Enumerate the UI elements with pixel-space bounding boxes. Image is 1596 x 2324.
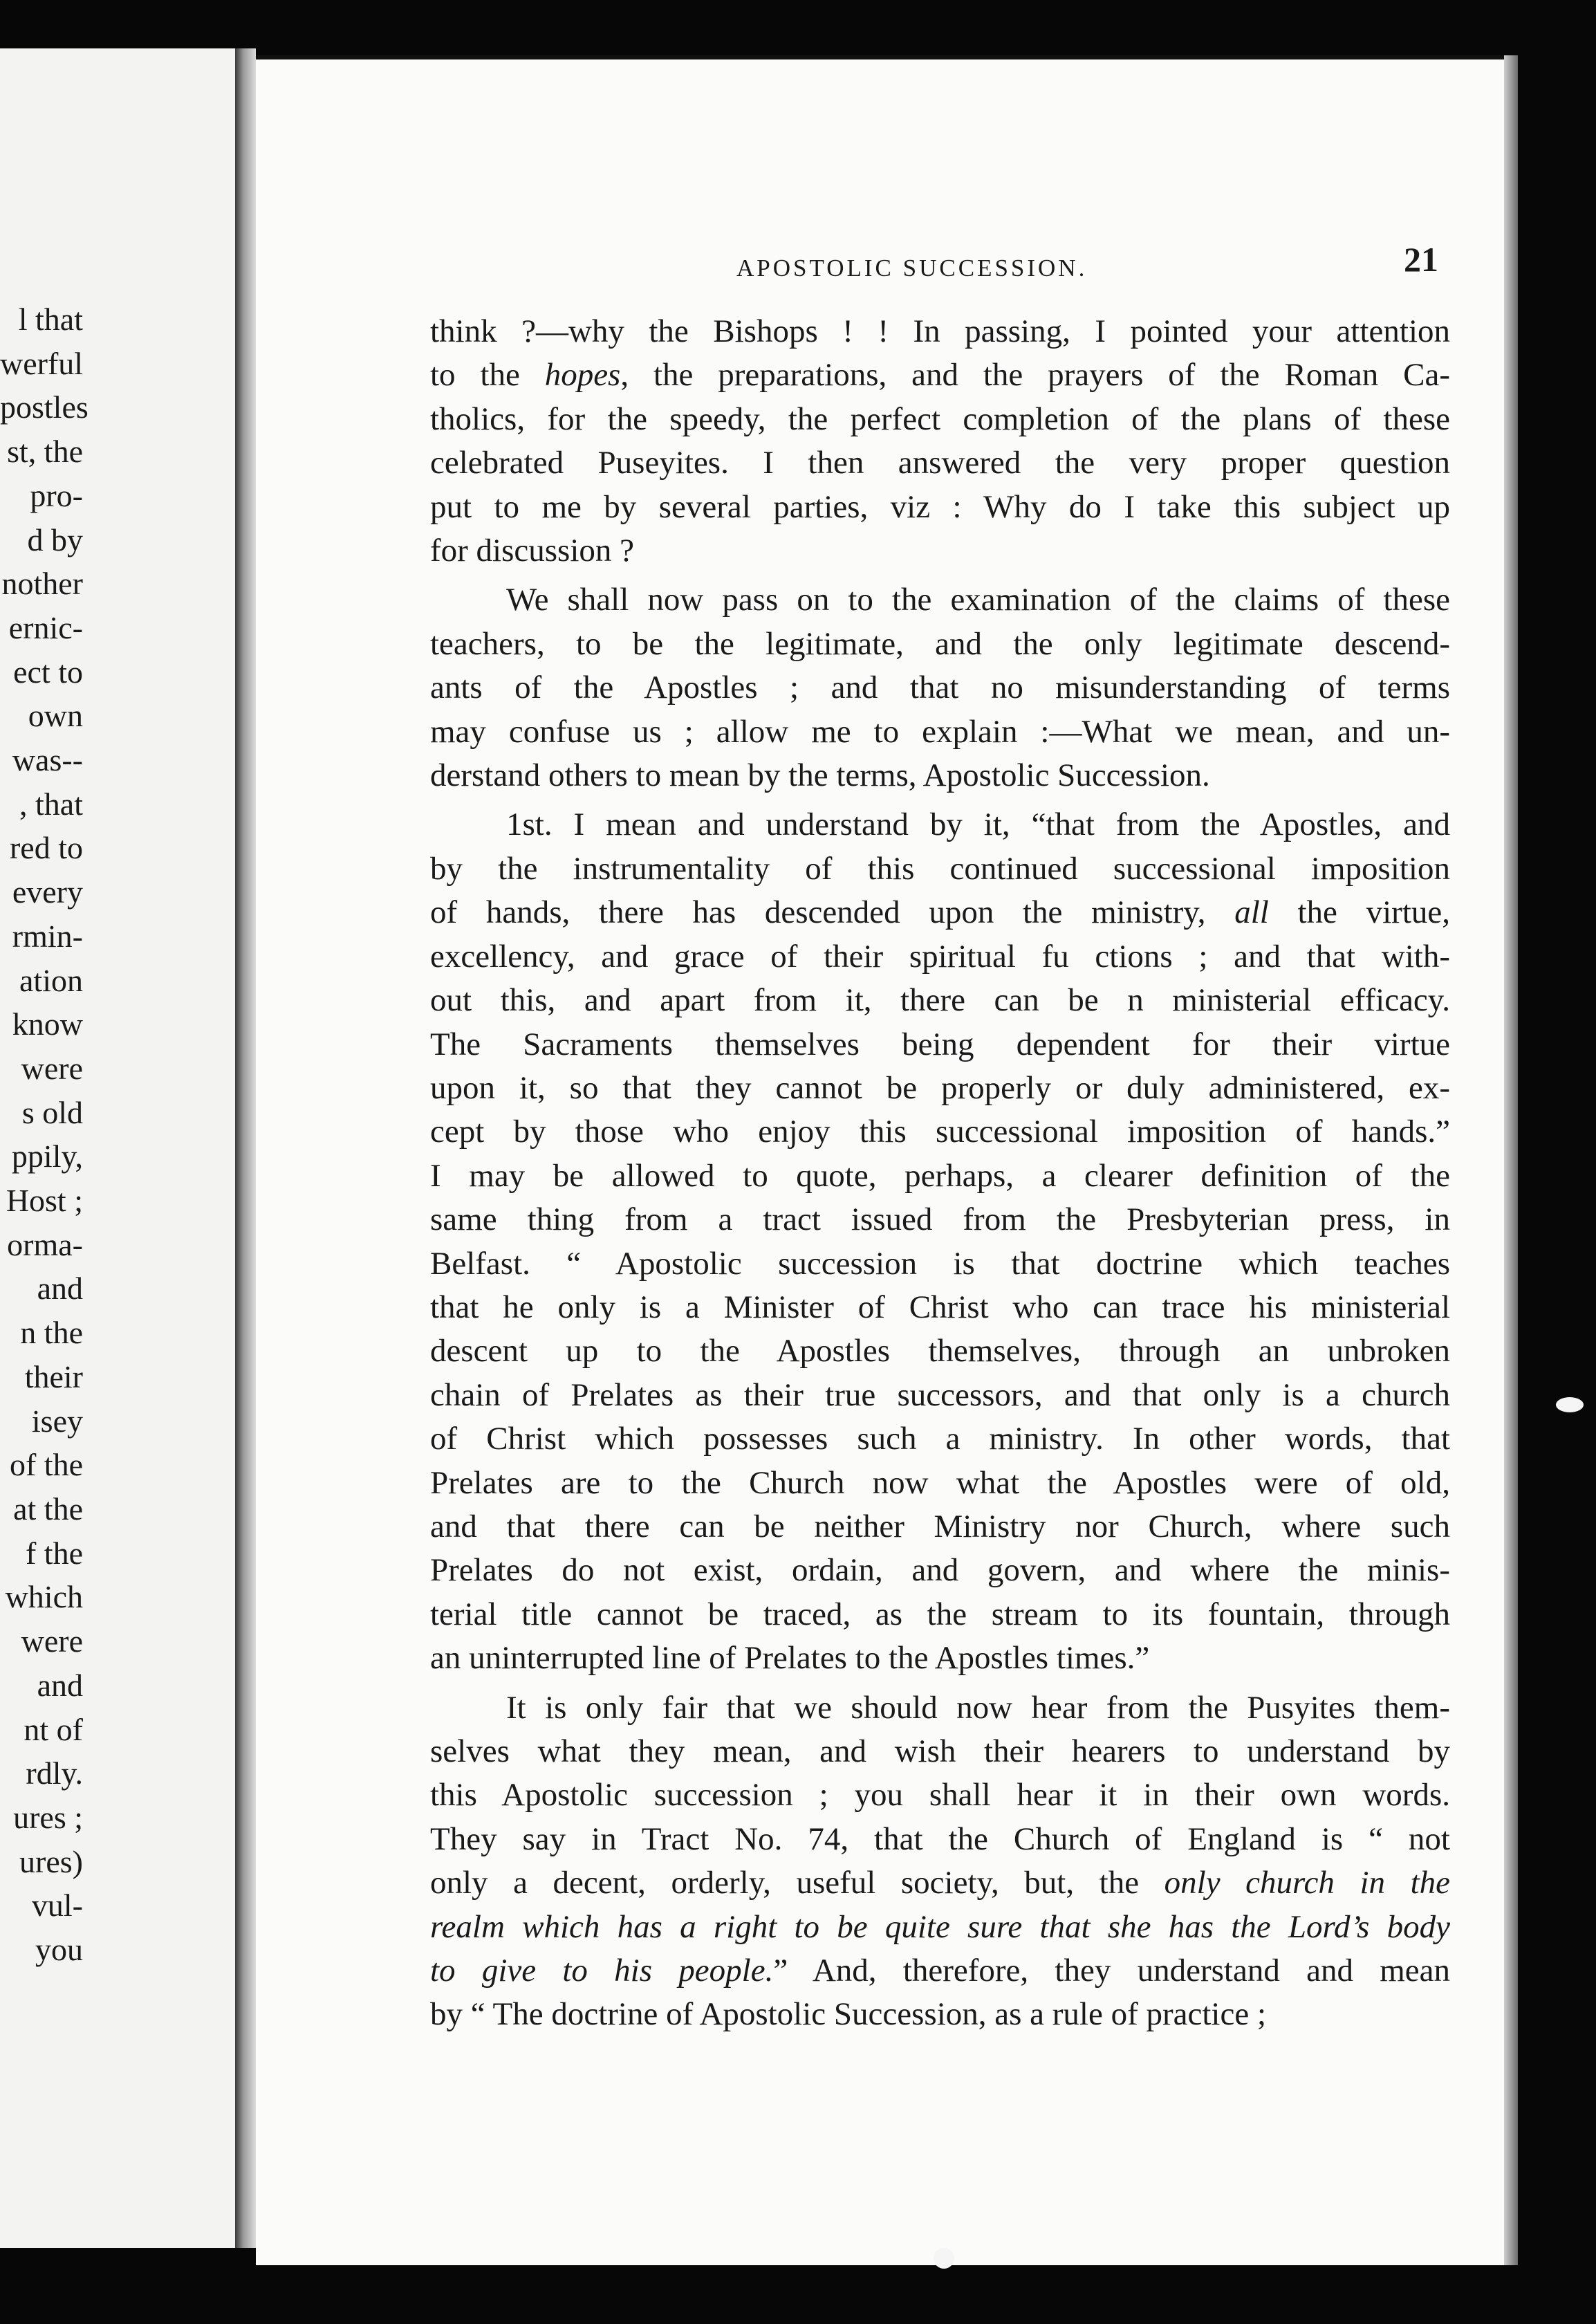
text-line: this Apostolic succession ; you shall hear it in their own words. <box>430 1777 1450 1814</box>
facing-page-fragment: rmin- <box>12 918 83 954</box>
facing-page-fragment: ect to <box>13 654 83 690</box>
text-line: that he only is a Minister of Christ who can trace his ministerial <box>430 1289 1450 1325</box>
text-line: descent up to the Apostles themselves, through an unbroken <box>430 1333 1450 1370</box>
facing-page-fragment: was-- <box>12 742 83 778</box>
text-line: same thing from a tract issued from the Presbyterian press, in <box>430 1201 1450 1238</box>
text-line: put to me by several parties, viz : Why do I take this subject up <box>430 488 1450 525</box>
text-line: I may be allowed to quote, perhaps, a clearer definition of the <box>430 1157 1450 1194</box>
scan-speck <box>934 2248 954 2269</box>
text-line: only a decent, orderly, useful society, but, the only church in the <box>430 1865 1450 1901</box>
facing-page-fragment: l that <box>18 302 83 337</box>
text-line: by the instrumentality of this continued successional imposition <box>430 850 1450 887</box>
page-edge-shadow <box>1504 55 1518 2265</box>
facing-page-fragment: know <box>12 1006 83 1042</box>
facing-page-fragment: which <box>5 1579 83 1615</box>
page-body-text <box>430 310 1450 2037</box>
facing-page-fragment: were <box>21 1623 83 1659</box>
facing-page-fragment: of the <box>9 1447 83 1483</box>
facing-page-fragment: rdly. <box>26 1755 83 1791</box>
text-line: for discussion ? <box>430 533 635 569</box>
facing-page-fragment: Host ; <box>6 1183 83 1219</box>
text-line: out this, and apart from it, there can be n ministerial efficacy. <box>430 982 1450 1019</box>
text-line: think ?—why the Bishops ! ! In passing, I pointed your attention <box>430 313 1450 349</box>
text-line: We shall now pass on to the examination of the claims of these <box>506 582 1450 618</box>
facing-page-fragment: their <box>24 1358 83 1394</box>
facing-page-fragment: and <box>37 1271 83 1307</box>
text-line: tholics, for the speedy, the perfect completion of the plans of these <box>430 400 1450 437</box>
text-line: derstand others to mean by the terms, Apostolic Succession. <box>430 757 1210 794</box>
facing-page-fragment: pro- <box>30 477 83 513</box>
facing-page-text-fragments <box>0 297 89 1972</box>
text-line: of Christ which possesses such a ministry. In other words, that <box>430 1421 1450 1457</box>
page-number: 21 <box>1404 240 1438 279</box>
text-line: Prelates are to the Church now what the Apostles were of old, <box>430 1464 1450 1501</box>
facing-page-fragment: postles <box>0 389 89 425</box>
facing-page-fragment: nt of <box>24 1711 83 1747</box>
facing-page-fragment: and <box>37 1667 83 1703</box>
paragraph <box>430 1686 1450 2037</box>
facing-page-fragment: n the <box>20 1315 83 1351</box>
paragraph <box>430 578 1450 797</box>
facing-page-fragment: vul- <box>31 1888 83 1924</box>
facing-page-fragment: ppily, <box>11 1138 83 1174</box>
text-line: teachers, to be the legitimate, and the only legitimate descend- <box>430 625 1450 662</box>
facing-page-fragment: , that <box>19 786 83 822</box>
text-line: Prelates do not exist, ordain, and govern, and where the minis- <box>430 1552 1450 1589</box>
facing-page-fragment: at the <box>13 1491 83 1527</box>
text-line: an uninterrupted line of Prelates to the Apostles times.” <box>430 1640 1150 1677</box>
text-line: may confuse us ; allow me to explain :—What we mean, and un- <box>430 713 1450 750</box>
book-gutter <box>235 48 256 2248</box>
text-line: ants of the Apostles ; and that no misunderstanding of terms <box>430 670 1450 706</box>
text-line: selves what they mean, and wish their hearers to understand by <box>430 1733 1450 1769</box>
facing-page-fragment: ures ; <box>13 1799 83 1835</box>
facing-page-fragment: ures) <box>19 1843 83 1879</box>
text-line: chain of Prelates as their true successors, and that only is a church <box>430 1376 1450 1413</box>
text-line: to give to his people.” And, therefore, they understand and mean <box>430 1953 1450 1989</box>
text-line: celebrated Puseyites. I then answered the very proper question <box>430 445 1450 481</box>
facing-page-fragment: own <box>28 698 83 734</box>
text-line: 1st. I mean and understand by it, “that from the Apostles, and <box>506 806 1450 843</box>
text-line: They say in Tract No. 74, that the Church of England is “ not <box>430 1820 1450 1857</box>
facing-page-fragment: nother <box>1 566 83 602</box>
facing-page-fragment: ernic- <box>8 609 83 645</box>
facing-page-fragment: s old <box>21 1094 83 1130</box>
facing-page-fragment: isey <box>31 1403 83 1439</box>
text-line: and that there can be neither Ministry nor Church, where such <box>430 1508 1450 1544</box>
facing-page-fragment: every <box>12 874 83 910</box>
facing-page-left <box>0 48 246 2248</box>
text-line: realm which has a right to be quite sure that she has the Lord’s body <box>430 1908 1450 1945</box>
facing-page-fragment: d by <box>27 522 83 557</box>
facing-page-fragment: red to <box>9 830 83 866</box>
facing-page-fragment: werful <box>0 345 84 381</box>
running-head: APOSTOLIC SUCCESSION. <box>736 255 1088 282</box>
scan-speck <box>1556 1397 1584 1412</box>
facing-page-fragment: f the <box>25 1535 83 1571</box>
facing-page-fragment: ation <box>19 962 83 998</box>
text-line: It is only fair that we should now hear from the Pusyites them- <box>506 1689 1450 1726</box>
text-line: upon it, so that they cannot be properly or duly administered, ex- <box>430 1069 1450 1106</box>
facing-page-fragment: you <box>35 1932 83 1968</box>
text-line: of hands, there has descended upon the ministry, all the virtue, <box>430 894 1450 931</box>
text-line: cept by those who enjoy this successional imposition of hands.” <box>430 1114 1450 1150</box>
text-line: Belfast. “ Apostolic succession is that doctrine which teaches <box>430 1245 1450 1282</box>
text-line: by “ The doctrine of Apostolic Succession, as a rule of practice ; <box>430 1996 1267 2033</box>
text-line: excellency, and grace of their spiritual fu ctions ; and that with- <box>430 938 1450 975</box>
facing-page-fragment: were <box>21 1050 83 1086</box>
facing-page-fragment: st, the <box>7 434 83 470</box>
paragraph <box>430 310 1450 573</box>
paragraph <box>430 803 1450 1680</box>
text-line: to the hopes, the preparations, and the prayers of the Roman Ca- <box>430 357 1450 394</box>
text-line: The Sacraments themselves being dependent for their virtue <box>430 1026 1450 1062</box>
text-line: terial title cannot be traced, as the stream to its fountain, through <box>430 1596 1450 1632</box>
facing-page-fragment: orma- <box>7 1226 83 1262</box>
